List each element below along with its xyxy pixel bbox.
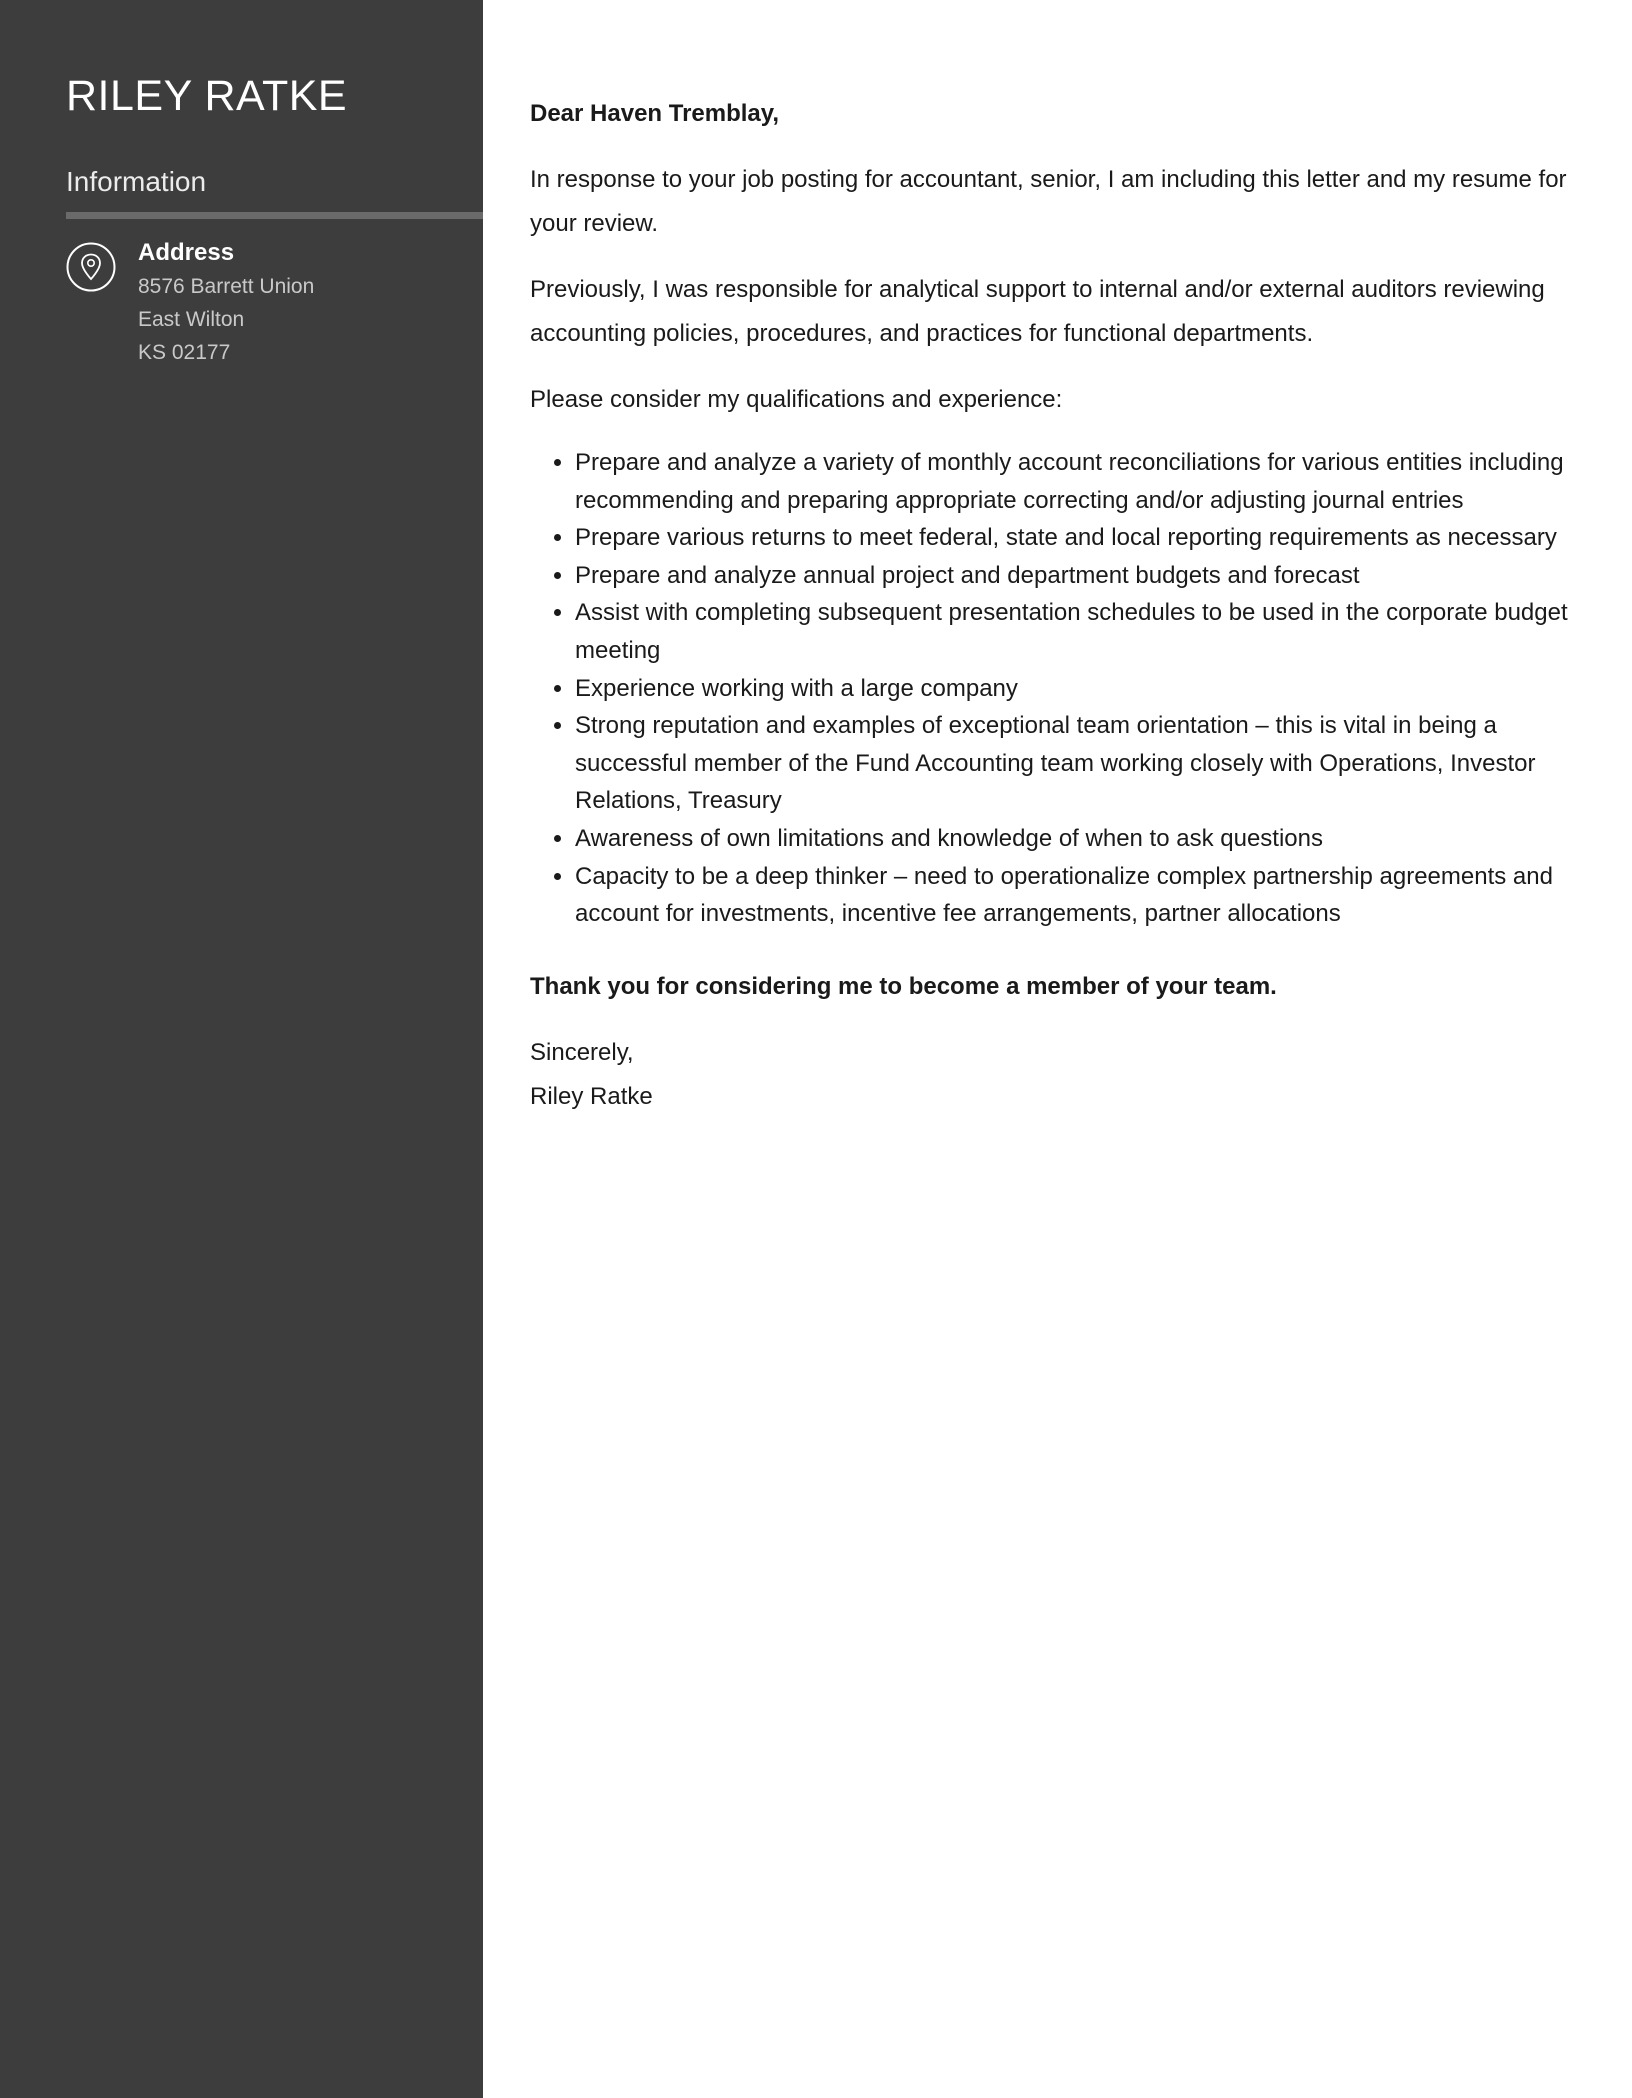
- letter-body: [530, 92, 1570, 1119]
- letter-paragraph-experience: Previously, I was responsible for analytical support to internal and/or external auditors reviewing accounting policies, procedures, and practices for functional departments.: [530, 276, 1545, 347]
- letter-signature: Riley Ratke: [530, 1082, 653, 1110]
- letter-paragraph-qualifications: Please consider my qualifications and experience:: [530, 386, 1063, 413]
- section-title-information: Information: [66, 166, 207, 197]
- list-item: • Prepare and analyze annual project and department budgets and forecast: [575, 557, 1570, 595]
- address-state-zip: KS 02177: [138, 341, 231, 364]
- sidebar: [0, 0, 483, 2098]
- list-item: • Capacity to be a deep thinker – need to operationalize complex partnership agreements and account for investments, incentive fee arrangements, partner allocations: [575, 858, 1570, 933]
- list-item: • Assist with completing subsequent presentation schedules to be used in the corporate budget meeting: [575, 594, 1570, 669]
- address-street: 8576 Barrett Union: [138, 275, 315, 298]
- list-item: • Awareness of own limitations and knowledge of when to ask questions: [575, 820, 1570, 858]
- map-pin-icon: [66, 242, 116, 292]
- list-item: • Experience working with a large company: [575, 670, 1570, 708]
- list-item: • Strong reputation and examples of exceptional team orientation – this is vital in being a successful member of the Fund Accounting team working closely with Operations, Investor Relations, Treasury: [575, 707, 1570, 820]
- address-label: Address: [138, 239, 235, 266]
- letter-signoff: Sincerely,: [530, 1038, 634, 1066]
- letter-closing: Thank you for considering me to become a member of your team.: [530, 972, 1277, 1000]
- letter-greeting: Dear Haven Tremblay,: [530, 100, 780, 127]
- address-block: [138, 236, 314, 369]
- section-divider: [66, 212, 483, 219]
- letter-paragraph-intro: In response to your job posting for accountant, senior, I am including this letter and my resume for your review.: [530, 166, 1567, 237]
- list-item: • Prepare and analyze a variety of monthly account reconciliations for various entities including recommending and preparing appropriate correcting and/or adjusting journal entries: [575, 444, 1570, 519]
- address-city: East Wilton: [138, 308, 245, 331]
- qualifications-list: [530, 444, 1570, 933]
- candidate-name: RILEY RATKE: [66, 72, 348, 120]
- list-item: • Prepare various returns to meet federal, state and local reporting requirements as necessary: [575, 519, 1570, 557]
